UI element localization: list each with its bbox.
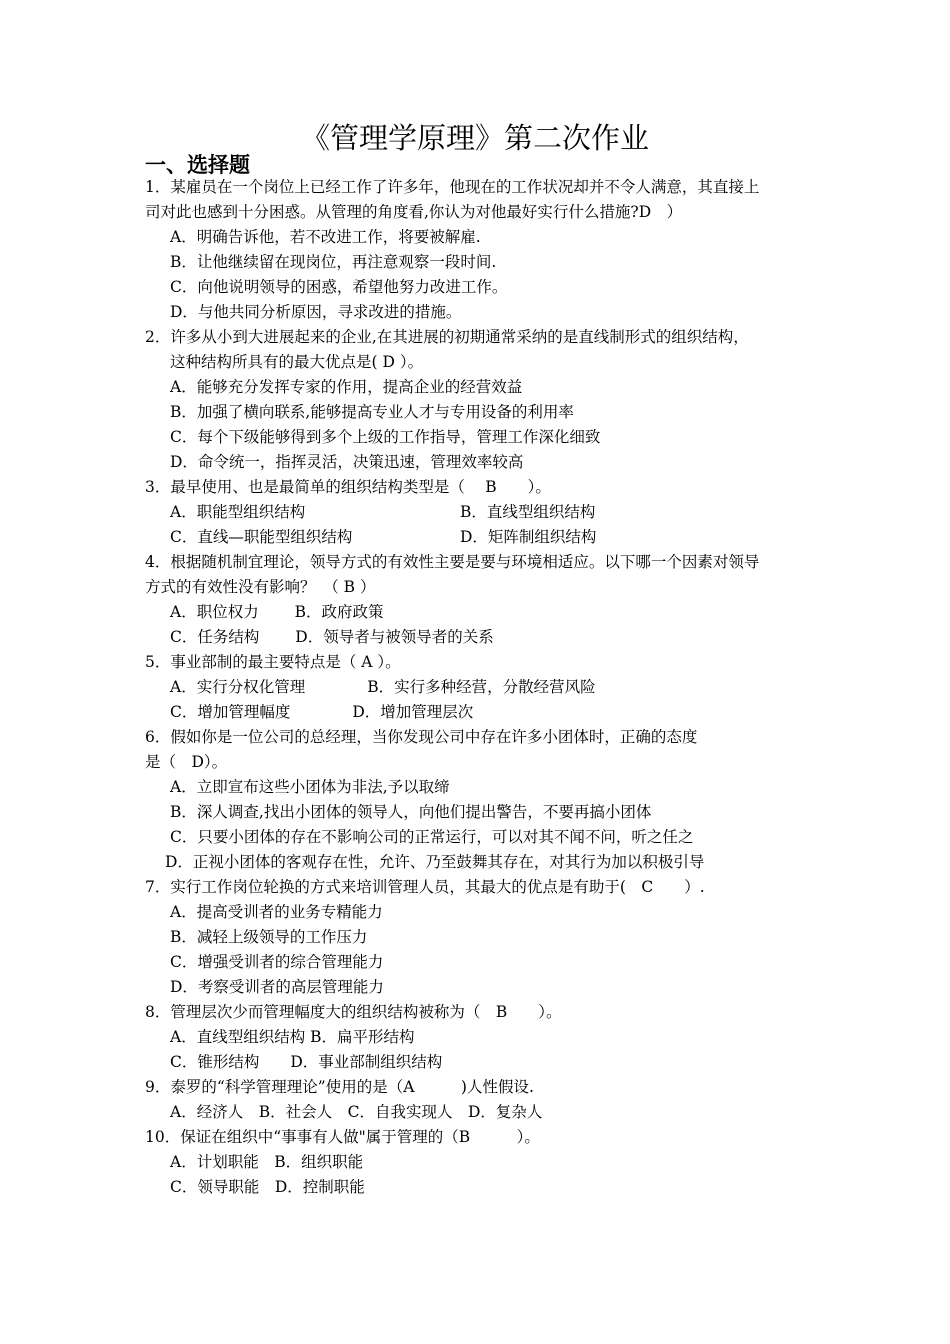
question-7-option-a: A．提高受训者的业务专精能力: [170, 903, 383, 921]
question-7-line-1: 7．实行工作岗位轮换的方式来培训管理人员，其最大的优点是有助于( C ）.: [145, 878, 705, 896]
question-6-option-c: C．只要小团体的存在不影响公司的正常运行，可以对其不闻不问，听之任之: [170, 828, 694, 846]
question-6-line-1: 6．假如你是一位公司的总经理，当你发现公司中存在许多小团体时，正确的态度: [145, 728, 698, 746]
question-7-option-b: B．减轻上级领导的工作压力: [170, 928, 368, 946]
question-5-options-cd: C．增加管理幅度 D．增加管理层次: [170, 703, 474, 721]
question-5-line-1: 5．事业部制的最主要特点是（ A ）。: [145, 653, 401, 671]
question-10-options-ab: A．计划职能 B．组织职能: [170, 1153, 364, 1171]
question-2-line-2: 这种结构所具有的最大优点是( D ）。: [170, 353, 424, 371]
question-6-line-2: 是（ D）。: [145, 753, 228, 771]
document-title: 《管理学原理》第二次作业: [300, 121, 649, 155]
question-2-option-d: D．命令统一，指挥灵活，决策迅速，管理效率较高: [170, 453, 524, 471]
question-2-option-b: B．加强了横向联系,能够提高专业人才与专用设备的利用率: [170, 403, 574, 421]
question-8-line-1: 8．管理层次少而管理幅度大的组织结构被称为（ B ）。: [145, 1003, 562, 1021]
question-2-line-1: 2．许多从小到大进展起来的企业,在其进展的初期通常采纳的是直线制形式的组织结构，: [145, 328, 749, 346]
question-2-option-a: A．能够充分发挥专家的作用，提高企业的经营效益: [170, 378, 523, 396]
question-1-option-d: D．与他共同分析原因，寻求改进的措施。: [170, 303, 462, 321]
question-9-options: A．经济人 B．社会人 C．自我实现人 D．复杂人: [170, 1103, 543, 1121]
question-4-options-ab: A．职位权力 B．政府政策: [170, 603, 384, 621]
question-8-options-cd: C．锥形结构 D．事业部制组织结构: [170, 1053, 443, 1071]
question-7-option-c: C．增强受训者的综合管理能力: [170, 953, 384, 971]
question-4-options-cd: C．任务结构 D．领导者与被领导者的关系: [170, 628, 494, 646]
question-1-line-1: 1．某雇员在一个岗位上已经工作了许多年，他现在的工作状况却并不令人满意，其直接上: [145, 178, 760, 196]
question-1-option-b: B．让他继续留在现岗位，再注意观察一段时间.: [170, 253, 497, 271]
question-6-option-a: A．立即宣布这些小团体为非法,予以取缔: [170, 778, 450, 796]
question-9-line-1: 9．泰罗的“科学管理理论”使用的是（A )人性假设.: [145, 1078, 534, 1096]
section-heading: 一、选择题: [145, 153, 250, 177]
question-3-option-c: C．直线—职能型组织结构: [170, 528, 353, 546]
question-3-option-b: B．直线型组织结构: [460, 503, 596, 521]
question-6-option-d: D．正视小团体的客观存在性，允许、乃至鼓舞其存在，对其行为加以积极引导: [165, 853, 705, 871]
question-5-options-ab: A．实行分权化管理 B．实行多种经营，分散经营风险: [170, 678, 596, 696]
question-3-option-d: D．矩阵制组织结构: [460, 528, 597, 546]
question-10-line-1: 10．保证在组织中“事事有人做"属于管理的（B ）。: [145, 1128, 540, 1146]
question-7-option-d: D．考察受训者的高层管理能力: [170, 978, 384, 996]
question-6-option-b: B．深人调查,找出小团体的领导人，向他们提出警告，不要再搞小团体: [170, 803, 652, 821]
question-10-options-cd: C．领导职能 D．控制职能: [170, 1178, 365, 1196]
question-1-line-2: 司对此也感到十分困惑。从管理的角度看,你认为对他最好实行什么措施?D ）: [145, 203, 683, 221]
question-4-line-1: 4．根据随机制宜理论，领导方式的有效性主要是要与环境相适应。以下哪一个因素对领导: [145, 553, 760, 571]
question-1-option-a: A．明确告诉他，若不改进工作，将要被解雇.: [170, 228, 481, 246]
question-8-options-ab: A．直线型组织结构 B．扁平形结构: [170, 1028, 415, 1046]
question-1-option-c: C．向他说明领导的困惑，希望他努力改进工作。: [170, 278, 508, 296]
question-2-option-c: C．每个下级能够得到多个上级的工作指导，管理工作深化细致: [170, 428, 601, 446]
question-4-line-2: 方式的有效性没有影响？ （ B ）: [145, 578, 376, 596]
question-3-line-1: 3．最早使用、也是最简单的组织结构类型是（ B ）。: [145, 478, 551, 496]
question-3-option-a: A．职能型组织结构: [170, 503, 306, 521]
